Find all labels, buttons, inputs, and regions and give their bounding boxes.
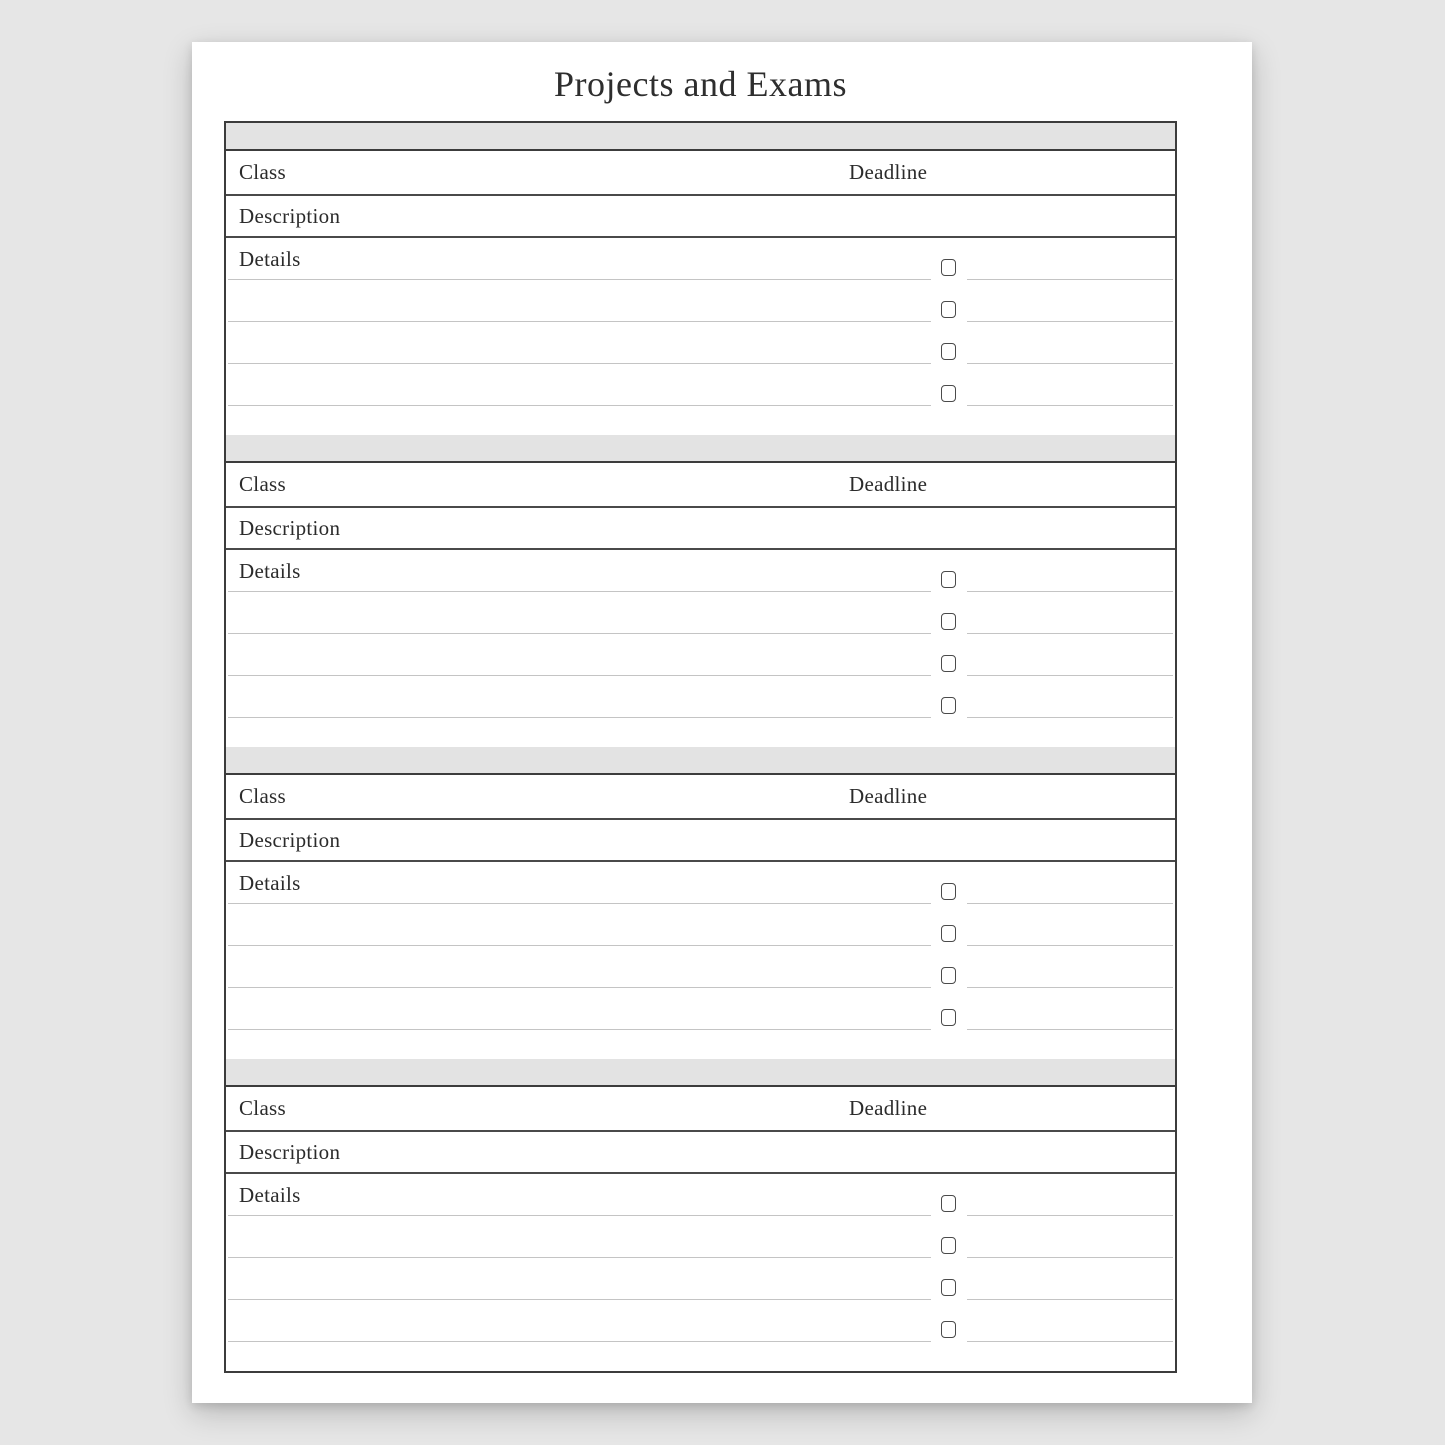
detail-row — [226, 1300, 1175, 1342]
detail-checkbox[interactable] — [941, 1195, 956, 1212]
planner-page — [192, 42, 1252, 1403]
detail-row — [226, 1258, 1175, 1300]
projects-table — [224, 121, 1177, 1373]
details-write-line — [228, 405, 931, 406]
detail-checkbox[interactable] — [941, 1321, 956, 1338]
detail-row — [226, 862, 1175, 904]
detail-row — [226, 364, 1175, 406]
section-header-band — [226, 1059, 1175, 1087]
detail-row — [226, 904, 1175, 946]
details-label: Details — [239, 246, 301, 271]
class-label: Class — [239, 472, 287, 496]
detail-row — [226, 988, 1175, 1030]
section-header-band — [226, 435, 1175, 463]
detail-checkbox[interactable] — [941, 655, 956, 672]
checkbox-note-line — [967, 1029, 1173, 1030]
class-row — [226, 775, 1175, 820]
description-label: Description — [239, 1139, 341, 1164]
description-row — [226, 508, 1175, 550]
class-label: Class — [239, 160, 287, 184]
detail-row — [226, 634, 1175, 676]
detail-row — [226, 676, 1175, 718]
detail-checkbox[interactable] — [941, 571, 956, 588]
class-row — [226, 151, 1175, 196]
detail-checkbox[interactable] — [941, 259, 956, 276]
detail-checkbox[interactable] — [941, 1009, 956, 1026]
details-area — [226, 862, 1175, 1059]
project-section-2 — [226, 435, 1175, 747]
class-label: Class — [239, 1096, 287, 1120]
section-header-band — [226, 123, 1175, 151]
detail-row — [226, 946, 1175, 988]
detail-checkbox[interactable] — [941, 925, 956, 942]
detail-row — [226, 1216, 1175, 1258]
detail-checkbox[interactable] — [941, 1279, 956, 1296]
detail-row — [226, 592, 1175, 634]
description-row — [226, 1132, 1175, 1174]
checkbox-note-line — [967, 405, 1173, 406]
detail-checkbox[interactable] — [941, 1237, 956, 1254]
detail-checkbox[interactable] — [941, 385, 956, 402]
description-row — [226, 196, 1175, 238]
deadline-label: Deadline — [849, 1096, 928, 1120]
checkbox-note-line — [967, 717, 1173, 718]
deadline-label: Deadline — [849, 784, 928, 808]
details-write-line — [228, 1341, 931, 1342]
detail-row — [226, 280, 1175, 322]
detail-checkbox[interactable] — [941, 343, 956, 360]
class-label: Class — [239, 784, 287, 808]
section-header-band — [226, 747, 1175, 775]
checkbox-note-line — [967, 1341, 1173, 1342]
details-label: Details — [239, 1182, 301, 1207]
description-label: Description — [239, 827, 341, 852]
page-title: Projects and Exams — [554, 64, 847, 104]
detail-row — [226, 322, 1175, 364]
description-row — [226, 820, 1175, 862]
details-area — [226, 238, 1175, 435]
project-section-4 — [226, 1059, 1175, 1371]
details-area — [226, 1174, 1175, 1371]
details-write-line — [228, 1029, 931, 1030]
detail-checkbox[interactable] — [941, 301, 956, 318]
details-label: Details — [239, 870, 301, 895]
detail-checkbox[interactable] — [941, 967, 956, 984]
details-area — [226, 550, 1175, 747]
detail-checkbox[interactable] — [941, 613, 956, 630]
description-label: Description — [239, 515, 341, 540]
project-section-1 — [226, 123, 1175, 435]
deadline-label: Deadline — [849, 160, 928, 184]
detail-row — [226, 1174, 1175, 1216]
deadline-label: Deadline — [849, 472, 928, 496]
details-write-line — [228, 717, 931, 718]
detail-row — [226, 550, 1175, 592]
detail-checkbox[interactable] — [941, 697, 956, 714]
class-row — [226, 1087, 1175, 1132]
detail-checkbox[interactable] — [941, 883, 956, 900]
description-label: Description — [239, 203, 341, 228]
detail-row — [226, 238, 1175, 280]
details-label: Details — [239, 558, 301, 583]
class-row — [226, 463, 1175, 508]
project-section-3 — [226, 747, 1175, 1059]
